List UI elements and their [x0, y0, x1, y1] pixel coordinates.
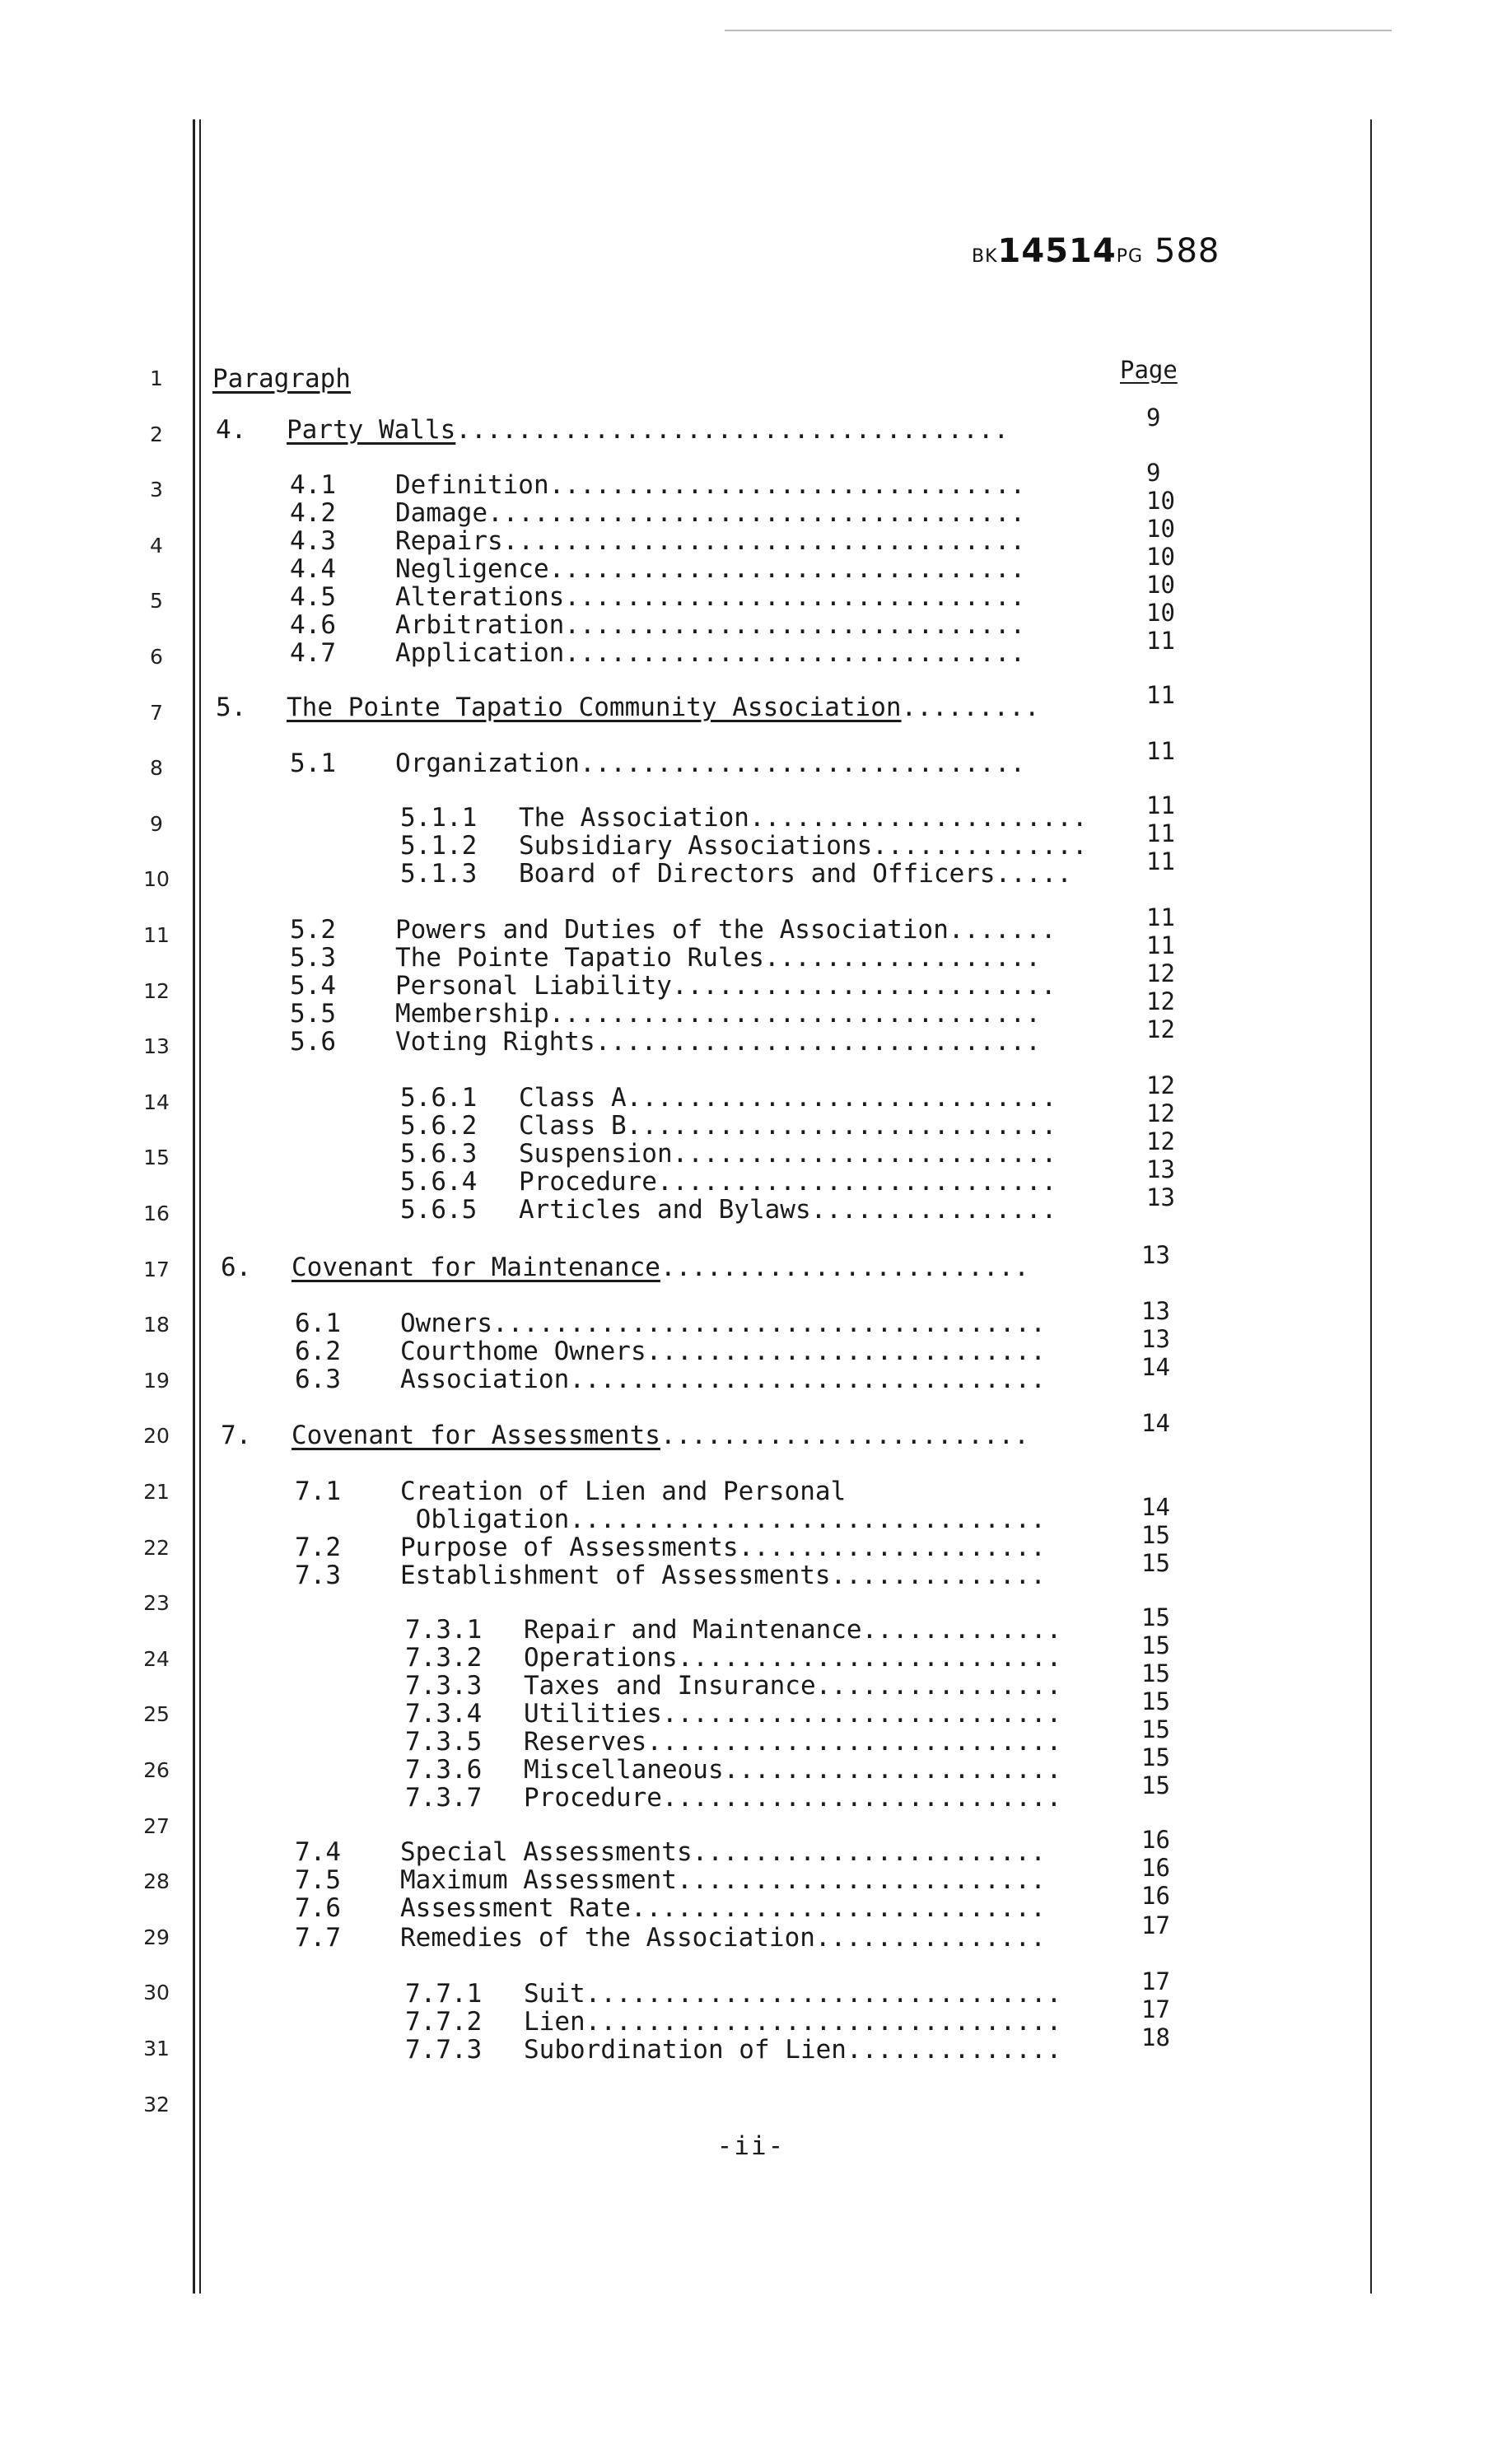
toc-entry-title: Powers and Duties of the Association: [395, 915, 949, 945]
toc-entry-title: Maximum Assessment: [400, 1865, 677, 1895]
toc-leader-dots: ....................................: [455, 415, 1010, 445]
toc-entry-title: Special Assessments: [400, 1837, 693, 1867]
toc-entry-title: Party Walls: [287, 415, 456, 445]
line-number: 20: [143, 1424, 170, 1449]
toc-entry-number: 7.7.1: [405, 1979, 483, 2009]
toc-entry-title: Membership: [395, 999, 549, 1029]
toc-page-number: 11: [1146, 819, 1175, 847]
toc-leader-dots: ..............: [830, 1561, 1046, 1590]
toc-page-number: 17: [1141, 1967, 1170, 1995]
toc-entry: [395, 945, 1041, 971]
toc-entry-number: 7.: [221, 1421, 252, 1450]
toc-entry-number: 7.3: [295, 1561, 341, 1590]
toc-page-number: 11: [1146, 681, 1175, 709]
toc-leader-dots: ......................: [749, 803, 1088, 833]
toc-leader-dots: ......................: [723, 1755, 1062, 1785]
toc-entry: [519, 1169, 1057, 1195]
toc-page-number: 14: [1141, 1493, 1170, 1521]
toc-page-number: 15: [1141, 1631, 1170, 1659]
toc-entry-title: Class A: [519, 1083, 627, 1113]
toc-entry-number: 5.6.1: [400, 1083, 478, 1113]
toc-entry-title: Board of Directors and Officers: [519, 859, 996, 889]
toc-page-number: 12: [1146, 1015, 1175, 1043]
toc-entry: [400, 1837, 1046, 1867]
line-number: 9: [150, 811, 163, 836]
toc-leader-dots: ................................: [548, 999, 1041, 1029]
toc-entry: [395, 582, 1026, 612]
toc-entry-title: Personal Liability: [395, 971, 672, 1001]
toc-page-number: 12: [1146, 1127, 1175, 1155]
stamp-book: 14514: [997, 232, 1117, 270]
toc-entry: [395, 610, 1026, 640]
toc-entry-number: 4.3: [290, 526, 336, 556]
toc-entry: [400, 1893, 1046, 1923]
line-number: 28: [143, 1869, 170, 1894]
toc-entry: [400, 1311, 1046, 1337]
toc-leader-dots: ..............................: [564, 582, 1026, 612]
right-margin-rule: [1370, 119, 1372, 2294]
toc-entry-title: Association: [400, 1365, 570, 1394]
toc-page-number: 16: [1141, 1854, 1170, 1882]
toc-page-number: 12: [1146, 987, 1175, 1015]
toc-leader-dots: ............................: [626, 1111, 1057, 1141]
toc-entry: [395, 638, 1026, 668]
toc-entry-number: 7.3.6: [405, 1755, 483, 1785]
stamp-page: 588: [1154, 232, 1220, 270]
toc-entry: [400, 1535, 1046, 1561]
toc-entry: [524, 1729, 1061, 1755]
toc-page-number: 15: [1141, 1521, 1170, 1549]
toc-entry: [395, 470, 1026, 500]
toc-entry-number: 4.5: [290, 582, 336, 612]
toc-page-number: 15: [1141, 1603, 1170, 1631]
toc-entry: [400, 1925, 1046, 1951]
toc-entry-number: 7.3.3: [405, 1671, 483, 1701]
toc-entry-number: 7.3.7: [405, 1783, 483, 1813]
toc-entry-number: 5.1: [290, 749, 336, 778]
toc-leader-dots: ...............................: [585, 1979, 1062, 2009]
toc-page-number: 12: [1146, 959, 1175, 987]
toc-entry-title: Taxes and Insurance: [524, 1671, 816, 1701]
toc-entry-number: 5.2: [290, 915, 336, 945]
toc-entry: [524, 1645, 1061, 1671]
scan-artifact: [725, 30, 1392, 31]
toc-page-number: 18: [1141, 2023, 1170, 2051]
toc-entry-title: Damage: [395, 498, 487, 528]
toc-entry-title: Remedies of the Association: [400, 1923, 815, 1953]
toc-entry-title: Subordination of Lien: [524, 2035, 847, 2065]
toc-leader-dots: ...............................: [548, 470, 1026, 500]
toc-page-number: 15: [1141, 1549, 1170, 1577]
recording-stamp: [972, 232, 1220, 270]
toc-entry-title: Miscellaneous: [524, 1755, 724, 1785]
toc-entry: [519, 861, 1072, 887]
toc-page-number: 17: [1141, 1995, 1170, 2023]
toc-entry-number: 5.6: [290, 1027, 336, 1057]
toc-leader-dots: ..........................: [661, 1783, 1062, 1813]
toc-entry-title: Alterations: [395, 582, 565, 612]
toc-entry-title: The Pointe Tapatio Community Association: [287, 693, 902, 722]
toc-entry: [524, 1785, 1061, 1811]
toc-leader-dots: .....: [995, 859, 1072, 889]
toc-entry: [519, 805, 1088, 831]
toc-leader-dots: ..............: [872, 831, 1088, 861]
toc-leader-dots: ..............................: [564, 610, 1026, 640]
line-number: 14: [143, 1090, 170, 1114]
toc-entry: [400, 1865, 1046, 1895]
toc-leader-dots: ........................: [660, 1253, 1029, 1282]
toc-entry: [519, 833, 1088, 859]
stamp-prefix: BK: [972, 246, 998, 267]
toc-leader-dots: ..............................: [564, 638, 1026, 668]
toc-leader-dots: ....................................: [492, 1309, 1046, 1338]
toc-entry-number: 5.6.4: [400, 1167, 478, 1197]
line-number: 25: [143, 1702, 170, 1727]
line-number: 10: [143, 867, 170, 892]
toc-entry-title: Establishment of Assessments: [400, 1561, 831, 1590]
toc-entry: [524, 2009, 1061, 2035]
toc-leader-dots: ..........................: [646, 1337, 1046, 1366]
toc-entry-title: Utilities: [524, 1699, 662, 1729]
toc-page-number: 9: [1146, 459, 1161, 487]
toc-page-number: 10: [1146, 515, 1175, 543]
toc-entry-title: Obligation: [400, 1505, 570, 1534]
line-number: 1: [150, 366, 163, 390]
toc-leader-dots: .............................: [579, 749, 1026, 778]
line-number: 29: [143, 1925, 170, 1949]
toc-entry-title: Organization: [395, 749, 580, 778]
toc-entry-title: Lien: [524, 2007, 585, 2037]
toc-page-number: 9: [1146, 404, 1161, 432]
toc-entry-title: Articles and Bylaws: [519, 1195, 811, 1225]
toc-leader-dots: ...........................: [630, 1893, 1046, 1923]
toc-entry-title: Procedure: [524, 1783, 662, 1813]
toc-entry-number: 6.: [221, 1253, 252, 1282]
toc-entry-number: 7.7.2: [405, 2007, 483, 2037]
toc-entry: [292, 1423, 1029, 1449]
toc-leader-dots: ...........................: [646, 1727, 1062, 1757]
toc-entry-title: Purpose of Assessments: [400, 1533, 739, 1562]
toc-page-number: 10: [1146, 543, 1175, 571]
line-number: 19: [143, 1368, 170, 1393]
toc-entry: [400, 1507, 1046, 1533]
toc-entry: [395, 1029, 1041, 1055]
toc-entry: [524, 1673, 1061, 1699]
toc-entry: [400, 1563, 1046, 1589]
toc-entry: [395, 1001, 1041, 1027]
toc-entry-title: Repair and Maintenance: [524, 1615, 862, 1645]
toc-entry-number: 4.: [216, 415, 247, 445]
toc-entry-number: 7.4: [295, 1837, 341, 1867]
toc-entry-number: 7.3.2: [405, 1643, 483, 1673]
toc-leader-dots: ....................: [738, 1533, 1046, 1562]
toc-entry-title: Voting Rights: [395, 1027, 595, 1057]
toc-entry: [524, 1981, 1061, 2007]
toc-page-number: 15: [1141, 1743, 1170, 1771]
toc-entry-number: 5.1.1: [400, 803, 478, 833]
toc-entry-title: Definition: [395, 470, 549, 500]
toc-entry-number: 5.1.3: [400, 859, 478, 889]
toc-page-number: 10: [1146, 571, 1175, 599]
toc-page-number: 10: [1146, 599, 1175, 627]
toc-entry-title: Subsidiary Associations: [519, 831, 873, 861]
toc-entry-title: Procedure: [519, 1167, 657, 1197]
toc-entry: [395, 973, 1057, 999]
line-number: 6: [150, 645, 163, 669]
toc-leader-dots: .........: [901, 693, 1040, 722]
toc-entry-number: 4.2: [290, 498, 336, 528]
line-number: 27: [143, 1813, 170, 1838]
toc-entry: [287, 695, 1040, 721]
toc-entry-number: 5.5: [290, 999, 336, 1029]
toc-leader-dots: ...............: [814, 1923, 1046, 1953]
toc-entry-title: Application: [395, 638, 565, 668]
line-number: 12: [143, 978, 170, 1003]
toc-leader-dots: ...............................: [569, 1365, 1046, 1394]
toc-entry: [524, 1701, 1061, 1727]
toc-entry-number: 7.3.1: [405, 1615, 483, 1645]
line-number: 13: [143, 1034, 170, 1059]
toc-entry: [400, 1339, 1046, 1365]
toc-entry-number: 4.6: [290, 610, 336, 640]
toc-leader-dots: ..........................: [656, 1167, 1057, 1197]
toc-page-number: 13: [1141, 1325, 1170, 1353]
line-number: 2: [150, 422, 163, 446]
toc-page-number: 16: [1141, 1826, 1170, 1854]
toc-entry: [519, 1113, 1057, 1139]
toc-entry: [395, 751, 1025, 777]
toc-page-number: 11: [1146, 737, 1175, 765]
toc-entry-title: Creation of Lien and Personal: [400, 1477, 847, 1506]
toc-entry: [519, 1197, 1057, 1223]
toc-entry-number: 5.1.2: [400, 831, 478, 861]
toc-leader-dots: ..............: [846, 2035, 1062, 2065]
toc-entry: [524, 1757, 1061, 1783]
toc-entry-title: Courthome Owners: [400, 1337, 646, 1366]
toc-entry-number: 7.2: [295, 1533, 341, 1562]
line-number: 16: [143, 1202, 170, 1225]
toc-entry-title: Suspension: [519, 1139, 673, 1169]
toc-page-number: 12: [1146, 1071, 1175, 1099]
toc-page-number: 10: [1146, 487, 1175, 515]
line-number: 15: [143, 1146, 170, 1170]
toc-entry-number: 5.6.3: [400, 1139, 478, 1169]
toc-leader-dots: .........................: [671, 971, 1057, 1001]
line-number: 26: [143, 1758, 170, 1782]
toc-entry: [519, 1085, 1057, 1111]
toc-entry-number: 5.6.2: [400, 1111, 478, 1141]
toc-page-number: 11: [1146, 627, 1175, 655]
line-number: 21: [143, 1480, 170, 1504]
toc-entry-title: Reserves: [524, 1727, 647, 1757]
line-number: 17: [143, 1257, 170, 1281]
line-number: 8: [150, 756, 163, 781]
toc-leader-dots: ........................: [660, 1421, 1029, 1450]
toc-page-number: 15: [1141, 1659, 1170, 1687]
toc-entry-title: Covenant for Assessments: [292, 1421, 660, 1450]
toc-entry-title: Assessment Rate: [400, 1893, 631, 1923]
toc-entry: [395, 498, 1026, 528]
toc-entry-number: 4.1: [290, 470, 336, 500]
toc-leader-dots: ..........................: [661, 1699, 1062, 1729]
toc-page-number: 17: [1141, 1911, 1170, 1939]
toc-entry: [524, 1617, 1061, 1643]
toc-entry-number: 7.7.3: [405, 2035, 483, 2065]
line-number: 23: [143, 1591, 170, 1616]
toc-page-number: 11: [1146, 847, 1175, 875]
left-margin-rule: [193, 119, 195, 2294]
toc-page-number: 15: [1141, 1771, 1170, 1799]
line-number: 30: [143, 1981, 170, 2005]
toc-entry-number: 6.2: [295, 1337, 341, 1366]
line-number: 11: [143, 923, 170, 947]
toc-entry: [395, 554, 1026, 584]
toc-page-number: 13: [1146, 1155, 1175, 1183]
toc-entry-title: Operations: [524, 1643, 678, 1673]
page-header: Page: [1120, 356, 1178, 384]
line-number: 7: [150, 700, 163, 725]
line-number: 3: [150, 478, 163, 502]
toc-entry-title: Arbitration: [395, 610, 565, 640]
toc-entry-number: 7.3.4: [405, 1699, 483, 1729]
toc-page-number: 12: [1146, 1099, 1175, 1127]
toc-entry-number: 7.7: [295, 1923, 341, 1953]
toc-leader-dots: ...............................: [585, 2007, 1062, 2037]
toc-leader-dots: .......: [948, 915, 1057, 945]
toc-entry-number: 5.3: [290, 943, 336, 973]
toc-entry-number: 4.4: [290, 554, 336, 584]
toc-entry-number: 6.1: [295, 1309, 341, 1338]
line-number: 31: [143, 2037, 170, 2060]
toc-entry-title: Repairs: [395, 526, 503, 556]
toc-page-number: 11: [1146, 903, 1175, 931]
line-number: 32: [143, 2092, 170, 2116]
toc-entry-number: 5.4: [290, 971, 336, 1001]
toc-page-number: 15: [1141, 1715, 1170, 1743]
line-number: 5: [150, 589, 163, 614]
toc-entry-number: 7.3.5: [405, 1727, 483, 1757]
toc-entry-title: Owners: [400, 1309, 492, 1338]
toc-page-number: 11: [1146, 931, 1175, 959]
toc-leader-dots: .........................: [672, 1139, 1057, 1169]
toc-entry-number: 7.6: [295, 1893, 341, 1923]
toc-entry-number: 6.3: [295, 1365, 341, 1394]
toc-entry: [524, 2037, 1061, 2063]
toc-entry-title: The Pointe Tapatio Rules: [395, 943, 764, 973]
toc-leader-dots: .........................: [677, 1643, 1062, 1673]
toc-leader-dots: ...............................: [569, 1505, 1046, 1534]
toc-page-number: 15: [1141, 1687, 1170, 1715]
toc-entry-title: Suit: [524, 1979, 585, 2009]
toc-page-number: 11: [1146, 791, 1175, 819]
toc-leader-dots: .......................: [692, 1837, 1046, 1867]
toc-page-number: 14: [1141, 1353, 1170, 1381]
line-number: 24: [143, 1646, 170, 1671]
toc-entry-number: 7.5: [295, 1865, 341, 1895]
toc-page-number: 13: [1146, 1183, 1175, 1211]
toc-page-number: 14: [1141, 1409, 1170, 1437]
toc-page-number: 13: [1141, 1241, 1170, 1269]
toc-leader-dots: ...................................: [487, 498, 1026, 528]
paragraph-header: Paragraph: [212, 364, 351, 394]
toc-page-number: 16: [1141, 1882, 1170, 1910]
toc-page-number: 13: [1141, 1297, 1170, 1325]
toc-leader-dots: ...............................: [548, 554, 1026, 584]
toc-entry: [292, 1255, 1029, 1281]
toc-leader-dots: ............................: [626, 1083, 1057, 1113]
toc-leader-dots: .............................: [595, 1027, 1041, 1057]
toc-leader-dots: ................: [815, 1671, 1062, 1701]
toc-entry-title: The Association: [519, 803, 749, 833]
stamp-pg-label: PG: [1116, 246, 1144, 267]
line-number: 22: [143, 1535, 170, 1560]
left-margin-rule-inner: [199, 119, 201, 2294]
toc-entry-title: Class B: [519, 1111, 627, 1141]
line-number: 4: [150, 533, 163, 558]
toc-leader-dots: .............: [861, 1615, 1062, 1645]
toc-leader-dots: ..................................: [502, 526, 1026, 556]
toc-leader-dots: ..................: [763, 943, 1041, 973]
toc-entry-number: 5.: [216, 693, 247, 722]
toc-entry: [287, 415, 1010, 445]
page-number-footer: -ii-: [716, 2131, 786, 2161]
toc-entry: [400, 1367, 1046, 1393]
toc-entry: [519, 1141, 1057, 1167]
toc-entry: [400, 1479, 846, 1505]
line-number: 18: [143, 1313, 170, 1337]
toc-entry-number: 5.6.5: [400, 1195, 478, 1225]
toc-entry: [395, 526, 1026, 556]
toc-entry-number: 7.1: [295, 1477, 341, 1506]
toc-entry-title: Covenant for Maintenance: [292, 1253, 660, 1282]
toc-entry: [395, 917, 1057, 943]
toc-entry-number: 4.7: [290, 638, 336, 668]
toc-entry-title: Negligence: [395, 554, 549, 584]
toc-leader-dots: ................: [810, 1195, 1057, 1225]
toc-leader-dots: ........................: [676, 1865, 1046, 1895]
